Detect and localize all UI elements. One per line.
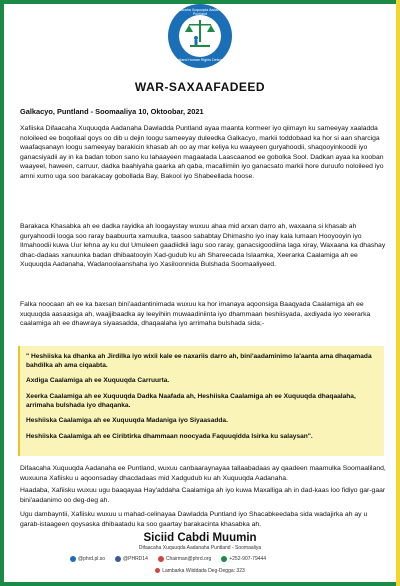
location-icon — [155, 568, 160, 573]
contact-text: @phrd.pl.so — [78, 556, 106, 562]
conventions-highlight-box — [18, 346, 384, 456]
contact-facebook[interactable] — [115, 556, 148, 562]
contact-text: +252-907-79444 — [229, 556, 267, 562]
paragraph-2: Barakaca Khasabka ah ee dadka rayidka ah loogaystay wuxuu ahaa mid arxan darro ah, waxaana si khasab ah guryahoodii looga soo raray baabuurta xamuulka, taasoo sababtay Dhimasho iyo inay kala lumaan Hooyooyin iyo Ilmahoodii kuwa Uur lehna ay ku dul Umuleen gaadiidkii lagu soo raray, ganacsigoodiina laga xiray, Waxaana ka dhashay dhac-dadaas xanuunka badan dhibaatooyin Xad-gudub ku ah Shareecada Islaamka, Xeerarka Caalamiga ah ee Xuquuqda Aadanaha, Wadanoolaanshaha iyo Xasiloonnida Bulshada Soomaaliyeed. — [20, 223, 386, 269]
page-title: WAR-SAXAAFADEED — [134, 80, 266, 94]
paragraph-5: Haadaba, Xafiisku wuxuu ugu baaqayaa Hay'addaha Caalamiga ah iyo kuwa Maxalliga ah in dad-kaas loo fidiyo gar-gaar bini'aadanimo oo deg-deg ah. — [20, 487, 386, 504]
signatory-name: Siciid Cabdi Muumin — [143, 532, 257, 544]
paragraph-1: Xafiiska Difaacaha Xuquuqda Aadanaha Dawladda Puntland ayaa maanta kormeer iyo qiimayn ku sameeyay xaaladda noloileed ee boqollaal qoys oo dib u dejin loogu sameeyay duleedka Galkacyo, markii toddobaad ka hor si aan sharciga waafaqsanayn loogu sameeyay barakicin khasab ah oo ay mar keliya ku waayeen guryahoodii, shaqooyinkoodii iyo ganacsiyadii ay in ka badan tobon sano ku lahaayeen magaalada Laascaanod ee gobolka Sool. Dadkan ayaa ka kooban waayeel, haween, carruur, dadka baahiyaha gaarka ah qaba, macallimiin iyo ganacsato markii hore duruufo noloileed iyo amni xumo uga soo barakacay gobollada Bay, Bakool iyo Shabeellada hoose. — [20, 125, 384, 180]
convention-item: Xeerka Caalamiga ah ee Xuquuqda Dadka Naafada ah, Heshiiska Caalamiga ah ee Xuquuqda dhaqaalaha, arrimaha bulshada iyo dhaqanka. — [26, 393, 356, 409]
paragraph-3: Falka noocaan ah ee ka baxsan bini'aadantinimada wuxuu ka hor imanaya aqoonsiga Baaqyada Caalamiga ah ee xuquuqda aasaasiga ah, waajjibaadka ay leeyihiin muwaadiniinta iyo dhammaan heshiisyada, axdiyada iyo xeerarka caalamiga ah ee dhawraya siyaasadda, dhaqaalaha iyo arrimaha bulshada sida;- — [20, 301, 371, 328]
contact-email[interactable] — [158, 556, 211, 562]
convention-item: Heshiiska Caalamiga ah ee Xuquuqda Madaniga iyo Siyaasadda. — [26, 417, 228, 424]
paragraph-6: Ugu dambayntii, Xafiisku wuxuu u mahad-celinayaa Dawladda Puntland iyo Shacabkeedaba sida wadajirka ah ay u garab-istaageen qoysaska dhibaatadu ka soo gaartay barakacinta khasabka ah. — [20, 511, 368, 528]
email-icon — [158, 556, 164, 562]
contact-bar — [70, 556, 330, 562]
logo-text-bottom: Puntland Human Rights Defender — [173, 58, 227, 62]
contact-phone[interactable] — [221, 556, 266, 562]
paragraph-4: Difaacaha Xuquuqda Aadanaha ee Puntland, wuxuu canbaaraynayaa tallaabadaas ay qaadeen maamulka Soomaaliland, wuxuuna Xafiisku u aqoonsaday dhacdadaas mid Xadgudub ku ah Xuquuqda Aadanaha. — [20, 465, 386, 482]
phone-icon — [221, 556, 227, 562]
emergency-number-text: Lambarka Wiiddada Deg-Degga: 323 — [162, 568, 245, 574]
globe-icon — [70, 556, 76, 562]
contact-website[interactable] — [70, 556, 105, 562]
dateline: Galkacyo, Puntland - Soomaaliya 10, Oktoobar, 2021 — [20, 107, 204, 116]
convention-item: " Heshiiska ka dhanka ah Jirdilka iyo wixii kale ee naxariis darro ah, bini'aadaminimo la'aanta ama dhaqamada bahdilka ah ama ciqaabta. — [26, 353, 372, 369]
signatory-title: Difaacaha Xuquuqda Aadanaha Puntland - Soomaaliya — [138, 545, 262, 551]
emergency-number — [0, 568, 400, 574]
logo-text-top: Difaacaha Xuquuqda Aadanaha Puntland — [174, 8, 226, 16]
facebook-icon — [115, 556, 121, 562]
organization-logo — [168, 4, 232, 68]
contact-text: @PHRD14 — [123, 556, 148, 562]
convention-item: Heshiiska Caalamiga ah ee Ciribtirka dhammaan noocyada Faquuqidda Isirka ku salaysan". — [26, 433, 313, 440]
contact-text: Chairman@phrd.org — [165, 556, 212, 562]
convention-item: Axdiga Caalamiga ah ee Xuquuqda Carruurta. — [26, 377, 170, 384]
